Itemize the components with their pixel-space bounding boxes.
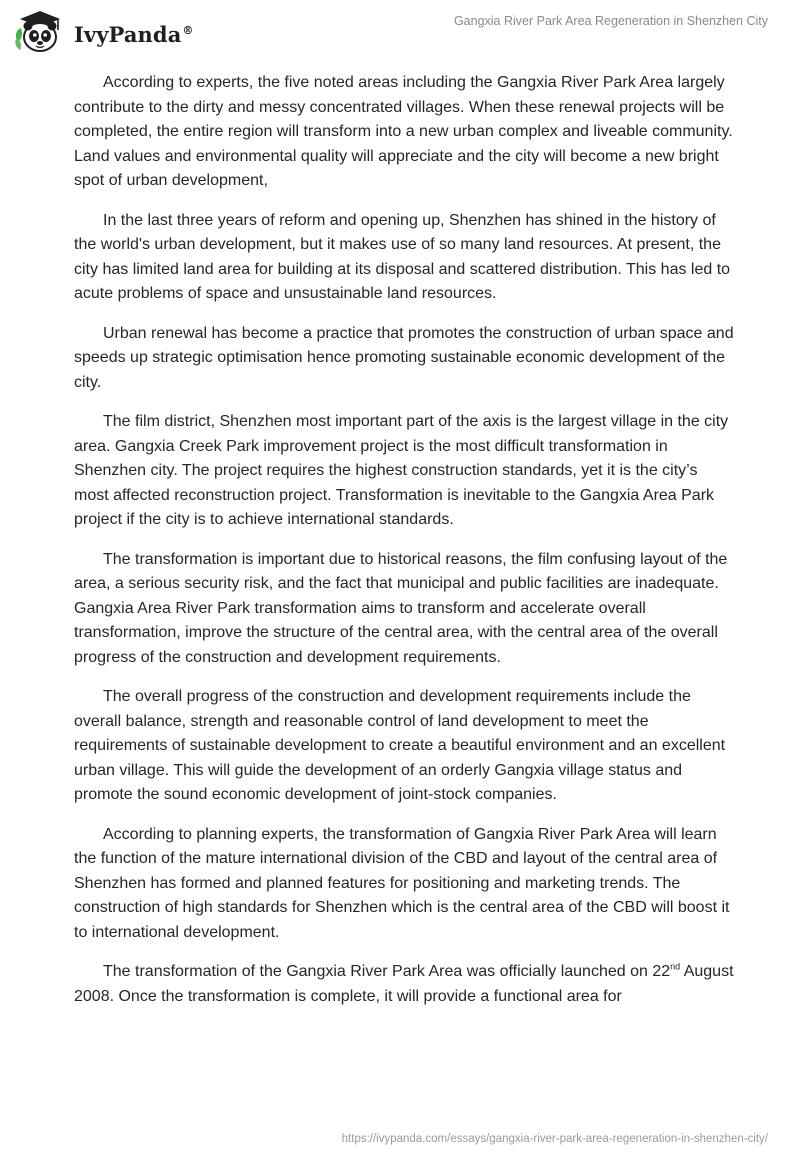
paragraph-8 bbox=[74, 960, 734, 1009]
source-url-link[interactable]: https://ivypanda.com/essays/gangxia-river-park-area-regeneration-in-shenzhen-city/ bbox=[341, 1133, 768, 1145]
paragraph-3: Urban renewal has become a practice that promotes the construction of urban space and speeds up strategic optimisation hence promoting sustainable economic development of the city. bbox=[74, 324, 734, 391]
paragraph-4: The film district, Shenzhen most important part of the axis is the largest village in the city area. Gangxia Creek Park improvement project is the most difficult transformation in Shenzhen city. The project requires the highest construction standards, yet it is the city’s most affected reconstruction project. Transformation is inevitable to the Gangxia Area Park project if the city is to achieve international standards. bbox=[74, 413, 729, 528]
document-title: Gangxia River Park Area Regeneration in Shenzhen City bbox=[453, 14, 768, 28]
registered-mark: ® bbox=[182, 23, 194, 37]
paragraph-6: The overall progress of the construction and development requirements include the overall balance, strength and reasonable control of land development to meet the requirements of sustainable development to create a beautiful environment and an excellent urban village. This will guide the development of an orderly Gangxia village status and promote the sound economic development of joint-stock companies. bbox=[74, 688, 726, 803]
panda-logo-icon bbox=[14, 8, 66, 54]
paragraph-5: The transformation is important due to historical reasons, the film confusing layout of the area, a serious security risk, and the fact that municipal and public facilities are inadequate. Gangxia Area River Park transformation aims to transform and accelerate overall transformation, improve the structure of the central area, with the central area of the overall progress of the construction and development requirements. bbox=[74, 550, 728, 666]
brand-logo[interactable] bbox=[14, 8, 194, 54]
paragraph-2: In the last three years of reform and opening up, Shenzhen has shined in the history of the world's urban development, but it makes use of so many land resources. At present, the city has limited land area for building at its disposal and scattered distribution. This has led to acute problems of space and unsustainable land resources. bbox=[74, 211, 731, 302]
essay-body bbox=[74, 71, 734, 1024]
paragraph-8-text-end: August 2008. Once the transformation is complete, it will provide a functional area for bbox=[74, 963, 734, 1005]
brand-name: IvyPanda® bbox=[74, 21, 194, 47]
ordinal-suffix: nd bbox=[670, 961, 681, 972]
paragraph-1: According to experts, the five noted areas including the Gangxia River Park Area largely contribute to the dirty and messy concentrated villages. When these renewal projects will be completed, the entire region will transform into a new urban complex and liveable community. Land values and environmental quality will appreciate and the city will become a new bright spot of urban development, bbox=[74, 74, 733, 189]
page-header bbox=[0, 0, 800, 60]
paragraph-7: According to planning experts, the transformation of Gangxia River Park Area will learn the function of the mature international division of the CBD and layout of the central area of Shenzhen has formed and planned features for positioning and marketing trends. The construction of high standards for Shenzhen which is the central area of the CBD will boost it to international development. bbox=[74, 825, 730, 941]
paragraph-8-text-start: The transformation of the Gangxia River Park Area was officially launched on 22 bbox=[103, 963, 671, 980]
